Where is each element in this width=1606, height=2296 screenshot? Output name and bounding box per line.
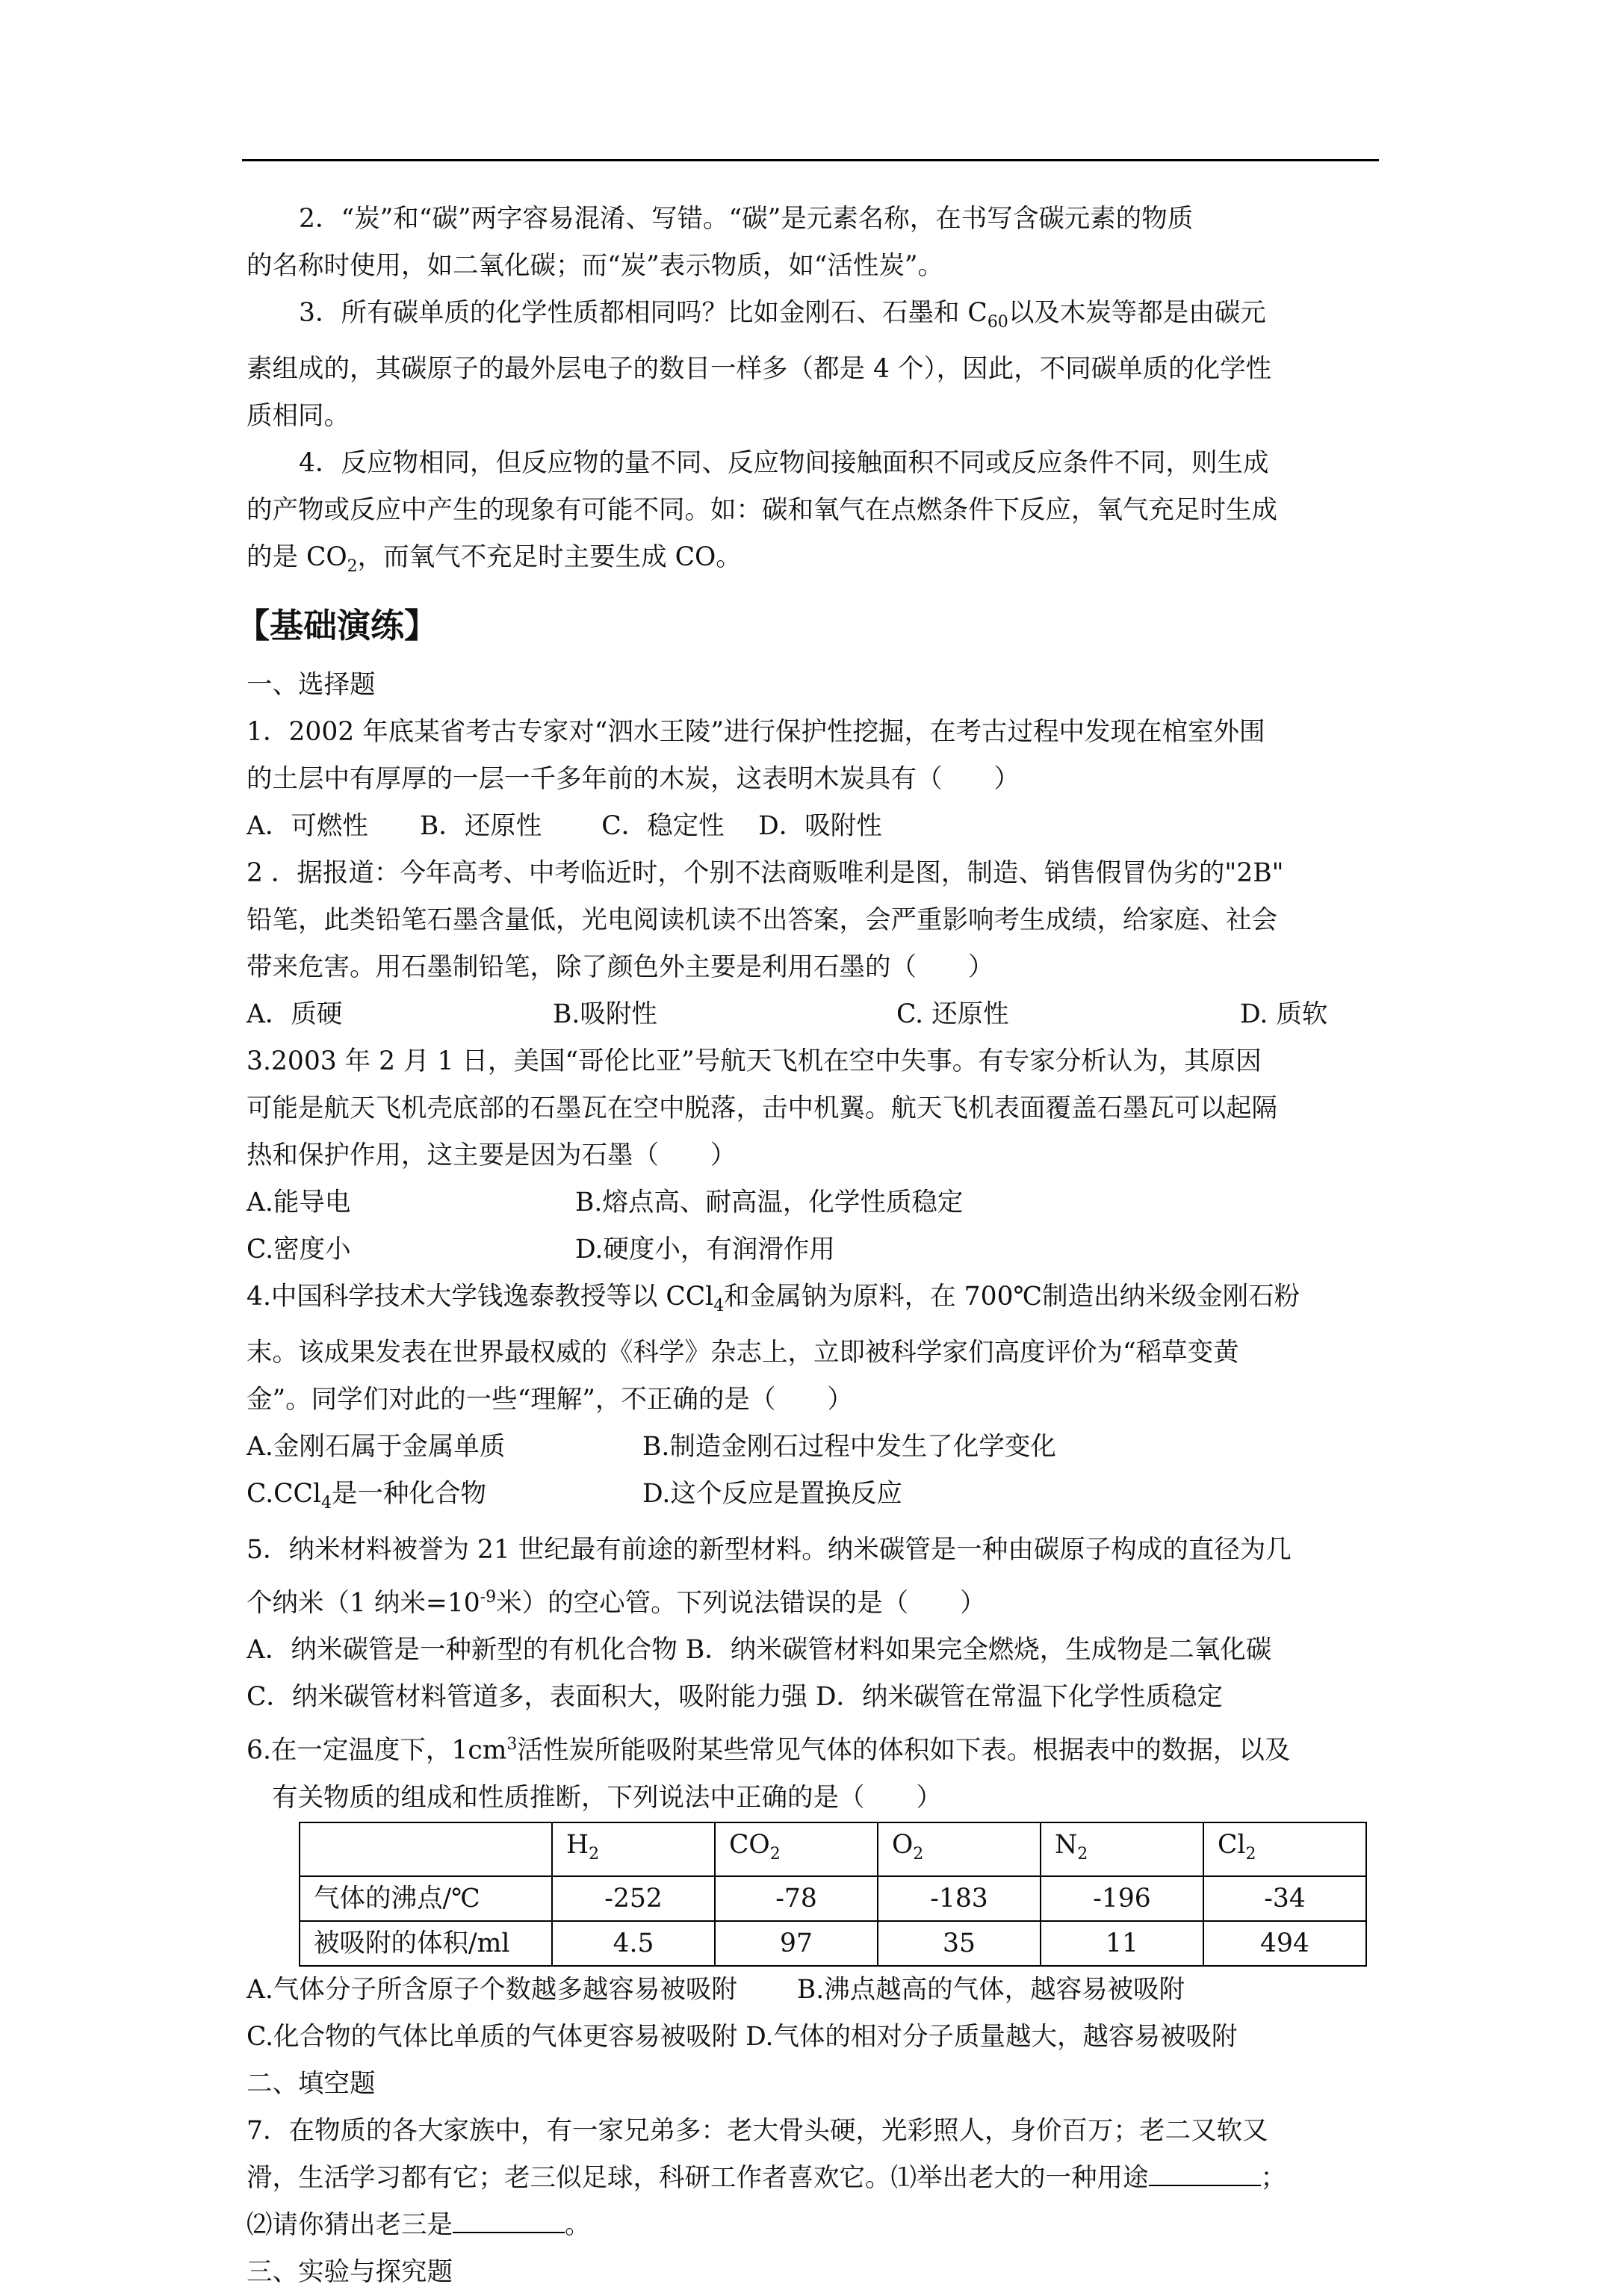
header-h2: $H_2$ (552, 1822, 715, 1877)
note-3-line-3: 质相同。 (247, 400, 350, 431)
option-c: C. 还原性 (896, 999, 1009, 1029)
question-4-options-cd (247, 1471, 1382, 1527)
question-1-line-2: 的土层中有厚厚的一层一千多年前的木炭，这表明木炭具有（ ） (247, 763, 1020, 794)
question-4-line-2: 末。该成果发表在世界最权威的《科学》杂志上，立即被科学家们高度评价为“稻草变黄 (247, 1337, 1239, 1368)
superscript: 3 (506, 1735, 518, 1754)
question-3-line-3: 热和保护作用，这主要是因为石墨（ ） (247, 1140, 737, 1170)
header-n2: $N_2$ (1041, 1822, 1203, 1877)
answer-blank-2[interactable] (453, 2206, 565, 2233)
table-cell: 97 (715, 1921, 878, 1966)
option-a: A.金刚石属于金属单质 (247, 1431, 506, 1462)
part-3-title: 三、实验与探究题 (247, 2257, 453, 2288)
question-4-line-1: 4.中国科学技术大学钱逸泰教授等以 CCl$_4$和金属钠为原料，在 700℃制造出纳米级金刚石粉 (247, 1281, 1300, 1315)
table-cell: 11 (1041, 1921, 1203, 1966)
option-c: C.密度小 (247, 1234, 351, 1265)
header-cl2: $Cl_2$ (1203, 1822, 1366, 1877)
option-b: B.吸附性 (553, 999, 657, 1029)
subscript: 60 (987, 312, 1008, 332)
note-3-line-2: 素组成的，其碳原子的最外层电子的数目一样多（都是 4 个），因此，不同碳单质的化学性 (247, 353, 1272, 384)
question-1-options: A．可燃性 B．还原性 C．稳定性 D．吸附性 (247, 810, 882, 841)
table-cell: -78 (715, 1876, 878, 1921)
question-5-options-ab: A．纳米碳管是一种新型的有机化合物 B．纳米碳管材料如果完全燃烧，生成物是二氧化碳 (247, 1635, 1272, 1666)
part-1-title: 一、选择题 (247, 669, 376, 700)
note-4-line-1: 4．反应物相同，但反应物的量不同、反应物间接触面积不同或反应条件不同，则生成 (299, 447, 1269, 478)
option-d: D.硬度小，有润滑作用 (575, 1234, 835, 1265)
question-4-options-ab (247, 1424, 1382, 1471)
table-cell: -196 (1041, 1876, 1203, 1921)
note-2-line-1: 2．“炭”和“碳”两字容易混淆、写错。“碳”是元素名称，在书写含碳元素的物质 (299, 204, 1194, 234)
note-3-line-1: 3．所有碳单质的化学性质都相同吗？比如金刚石、石墨和 $C_{60}$以及木炭等都是由碳元 (299, 298, 1266, 332)
option-a: A.能导电 (247, 1187, 351, 1217)
document-body (236, 196, 1382, 2296)
superscript: -9 (480, 1587, 497, 1607)
question-1-line-1: 1．2002 年底某省考古专家对“泗水王陵”进行保护性挖掘，在考古过程中发现在棺室外围 (247, 716, 1265, 747)
part-2-title: 二、填空题 (247, 2069, 376, 2100)
table-cell: 4.5 (552, 1921, 715, 1966)
option-b: B.熔点高、耐高温，化学性质稳定 (575, 1187, 964, 1217)
option-c: C.CCl$_4$是一种化合物 (247, 1478, 486, 1512)
question-2-options (247, 991, 1382, 1038)
question-2-line-2: 铅笔，此类铅笔石墨含量低，光电阅读机读不出答案，会严重影响考生成绩，给家庭、社会 (247, 905, 1277, 935)
table-cell: -34 (1203, 1876, 1366, 1921)
adsorption-table (299, 1822, 1367, 1967)
table-cell: 35 (878, 1921, 1041, 1966)
option-d: D. 质软 (1240, 999, 1328, 1029)
question-3-options-cd (247, 1226, 1382, 1273)
table-cell: -252 (552, 1876, 715, 1921)
question-3-options-ab (247, 1179, 1382, 1226)
section-title: 【基础演练】 (236, 605, 438, 645)
note-4-line-3: 的是 $CO_2$，而氧气不充足时主要生成 CO。 (247, 542, 742, 576)
question-3-line-1: 3.2003 年 2 月 1 日，美国“哥伦比亚”号航天飞机在空中失事。有专家分析认为，其原因 (247, 1046, 1262, 1076)
question-6-line-1: 6.在一定温度下，$1cm^3$活性炭所能吸附某些常见气体的体积如下表。根据表中的数据，以及 (247, 1735, 1291, 1766)
question-6-options-ab: A.气体分子所含原子个数越多越容易被吸附 B.沸点越高的气体，越容易被吸附 (247, 1975, 1185, 2005)
option-b: B.制造金刚石过程中发生了化学变化 (642, 1431, 1056, 1462)
question-7-line-1: 7．在物质的各大家族中，有一家兄弟多：老大骨头硬，光彩照人，身价百万；老二又软又 (247, 2116, 1268, 2147)
question-5-line-1: 5．纳米材料被誉为 21 世纪最有前途的新型材料。纳米碳管是一种由碳原子构成的直径为几 (247, 1534, 1292, 1565)
question-3-line-2: 可能是航天飞机壳底部的石墨瓦在空中脱落，击中机翼。航天飞机表面覆盖石墨瓦可以起隔 (247, 1093, 1277, 1123)
note-4-line-2: 的产物或反应中产生的现象有可能不同。如：碳和氧气在点燃条件下反应，氧气充足时生成 (247, 494, 1277, 525)
question-5-options-cd: C．纳米碳管材料管道多，表面积大，吸附能力强 D．纳米碳管在常温下化学性质稳定 (247, 1682, 1224, 1713)
table-row (300, 1921, 1366, 1966)
question-7-line-2: 滑，生活学习都有它；老三似足球，科研工作者喜欢它。⑴举出老大的一种用途 ； (247, 2155, 1382, 2202)
table-corner-cell (300, 1822, 552, 1877)
table-row (300, 1876, 1366, 1921)
question-6-options-cd: C.化合物的气体比单质的气体更容易被吸附 D.气体的相对分子质量越大，越容易被吸附 (247, 2022, 1238, 2053)
note-2-line-2: 的名称时使用，如二氧化碳；而“炭”表示物质，如“活性炭”。 (247, 251, 944, 281)
header-o2: $O_2$ (878, 1822, 1041, 1877)
subscript: 4 (320, 1493, 332, 1512)
question-7-line-3: ⑵请你猜出老三是 。 (247, 2202, 1382, 2249)
answer-blank-1[interactable] (1149, 2159, 1261, 2186)
question-2-line-1: 2 ．据报道：今年高考、中考临近时，个别不法商贩唯利是图，制造、销售假冒伪劣的"2B" (247, 857, 1284, 888)
table-cell: 494 (1203, 1921, 1366, 1966)
subscript: 4 (713, 1296, 725, 1315)
table-header-row (300, 1822, 1366, 1877)
row-label: 被吸附的体积/ml (300, 1921, 552, 1966)
row-label: 气体的沸点/℃ (300, 1876, 552, 1921)
header-co2: $CO_2$ (715, 1822, 878, 1877)
question-6-line-2: 有关物质的组成和性质推断，下列说法中正确的是（ ） (272, 1782, 942, 1813)
option-a: A．质硬 (247, 999, 343, 1029)
table-cell: -183 (878, 1876, 1041, 1921)
header-rule (242, 159, 1379, 161)
question-5-line-2: 个纳米（1 纳米$=10^{-9}$米）的空心管。下列说法错误的是（ ） (247, 1587, 986, 1619)
question-2-line-3: 带来危害。用石墨制铅笔，除了颜色外主要是利用石墨的（ ） (247, 952, 994, 982)
subscript: 2 (347, 556, 358, 576)
question-4-line-3: 金”。同学们对此的一些“理解”，不正确的是（ ） (247, 1384, 853, 1415)
option-d: D.这个反应是置换反应 (642, 1478, 902, 1509)
